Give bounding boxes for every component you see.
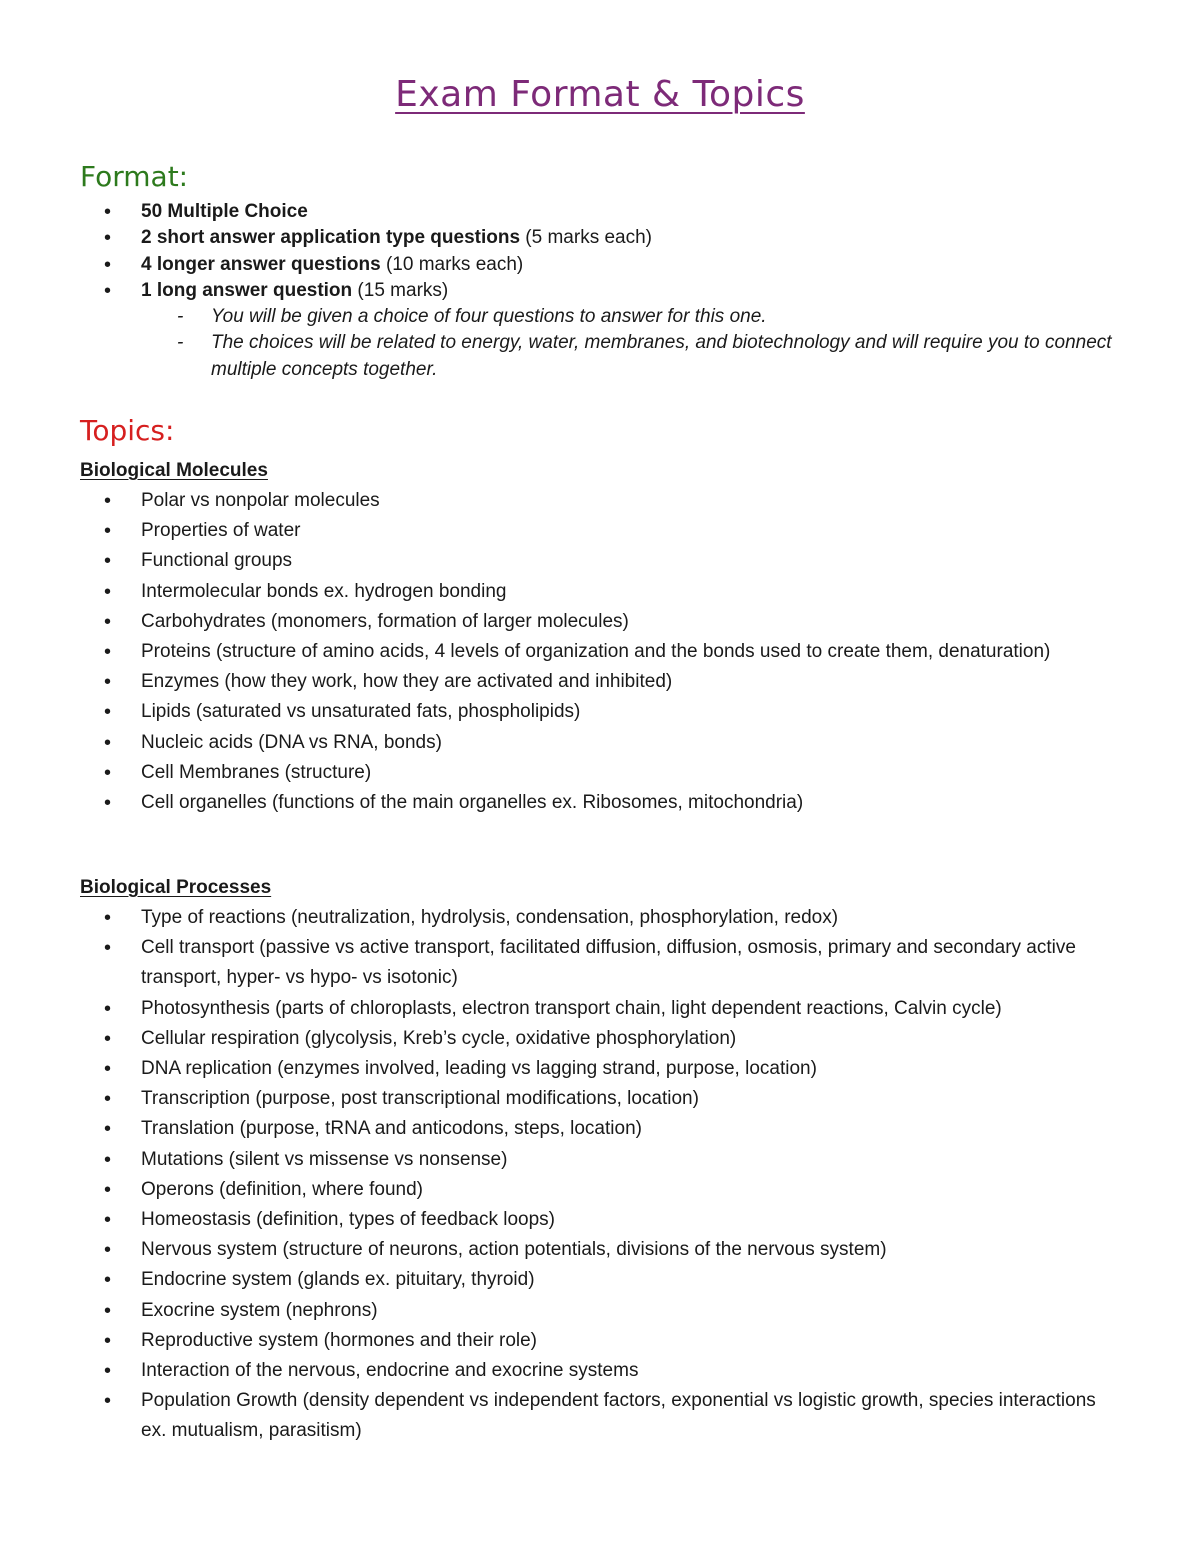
- topic-item: • Type of reactions (neutralization, hydrolysis, condensation, phosphorylation, redox): [80, 903, 1120, 933]
- topic-item: • Intermolecular bonds ex. hydrogen bonding: [80, 577, 1120, 607]
- biological-processes-list: [80, 903, 1120, 1447]
- format-sub-item-text: - The choices will be related to energy, water, membranes, and biotechnology and will require you to connect multiple concepts together.: [211, 332, 1112, 380]
- format-item: [80, 252, 1140, 278]
- topic-item: • Mutations (silent vs missense vs nonsense): [80, 1145, 1120, 1175]
- topic-item: • Functional groups: [80, 546, 1120, 576]
- topic-item: • Photosynthesis (parts of chloroplasts, electron transport chain, light dependent reactions, Calvin cycle): [80, 994, 1120, 1024]
- format-item: [80, 278, 1140, 383]
- format-item-rest: (15 marks): [352, 279, 449, 301]
- topic-item: • Lipids (saturated vs unsaturated fats, phospholipids): [80, 697, 1120, 727]
- document-title-text: Exam Format & Topics: [395, 74, 805, 115]
- format-item-bold: 2 short answer application type questions: [141, 227, 521, 249]
- topic-item: • Cell transport (passive vs active transport, facilitated diffusion, diffusion, osmosis, primary and secondary active transport, hyper- vs hypo- vs isotonic): [80, 933, 1120, 993]
- format-item-rest: (5 marks each): [520, 227, 653, 249]
- format-sub-list: [141, 304, 1140, 383]
- topics-heading: Topics:: [80, 414, 175, 447]
- topic-item: • Homeostasis (definition, types of feedback loops): [80, 1205, 1120, 1235]
- topic-item: • Transcription (purpose, post transcriptional modifications, location): [80, 1084, 1120, 1114]
- section-title-biological-molecules: Biological Molecules: [80, 460, 268, 481]
- format-item-bold: 50 Multiple Choice: [141, 201, 308, 222]
- format-item-bold: 1 long answer question: [141, 279, 353, 301]
- topic-item: • Enzymes (how they work, how they are activated and inhibited): [80, 667, 1120, 697]
- format-sub-item-text: - You will be given a choice of four questions to answer for this one.: [211, 306, 767, 328]
- format-sub-item: [80, 304, 1140, 330]
- format-item: [80, 225, 1140, 251]
- topic-item: • Carbohydrates (monomers, formation of larger molecules): [80, 607, 1120, 637]
- format-item-bold: 4 longer answer questions: [141, 253, 381, 275]
- biological-molecules-list: [80, 486, 1120, 818]
- format-list: [80, 199, 1140, 383]
- document-title: [0, 74, 1200, 115]
- topic-item: • Operons (definition, where found): [80, 1175, 1120, 1205]
- topic-item: • Cellular respiration (glycolysis, Kreb’s cycle, oxidative phosphorylation): [80, 1024, 1120, 1054]
- topic-item: • Endocrine system (glands ex. pituitary, thyroid): [80, 1265, 1120, 1295]
- topic-item: • Interaction of the nervous, endocrine and exocrine systems: [80, 1356, 1120, 1386]
- topic-item: • Nervous system (structure of neurons, action potentials, divisions of the nervous system): [80, 1235, 1120, 1265]
- topic-item: • Reproductive system (hormones and their role): [80, 1326, 1120, 1356]
- topic-item: • Exocrine system (nephrons): [80, 1296, 1120, 1326]
- topic-item: • Translation (purpose, tRNA and anticodons, steps, location): [80, 1114, 1120, 1144]
- format-item-rest: (10 marks each): [380, 253, 524, 275]
- topic-item: • Population Growth (density dependent vs independent factors, exponential vs logistic growth, species interactions ex. mutualism, parasitism): [80, 1386, 1120, 1446]
- topic-item: • DNA replication (enzymes involved, leading vs lagging strand, purpose, location): [80, 1054, 1120, 1084]
- topic-item: • Nucleic acids (DNA vs RNA, bonds): [80, 728, 1120, 758]
- topic-item: • Cell Membranes (structure): [80, 758, 1120, 788]
- topic-item: • Cell organelles (functions of the main organelles ex. Ribosomes, mitochondria): [80, 788, 1120, 818]
- topic-item: • Polar vs nonpolar molecules: [80, 486, 1120, 516]
- topic-item: • Properties of water: [80, 516, 1120, 546]
- topic-item: • Proteins (structure of amino acids, 4 levels of organization and the bonds used to create them, denaturation): [80, 637, 1120, 667]
- format-item: [80, 199, 1140, 225]
- section-title-biological-processes: Biological Processes: [80, 877, 272, 898]
- format-sub-item: [80, 330, 1140, 383]
- format-heading: Format:: [80, 160, 189, 193]
